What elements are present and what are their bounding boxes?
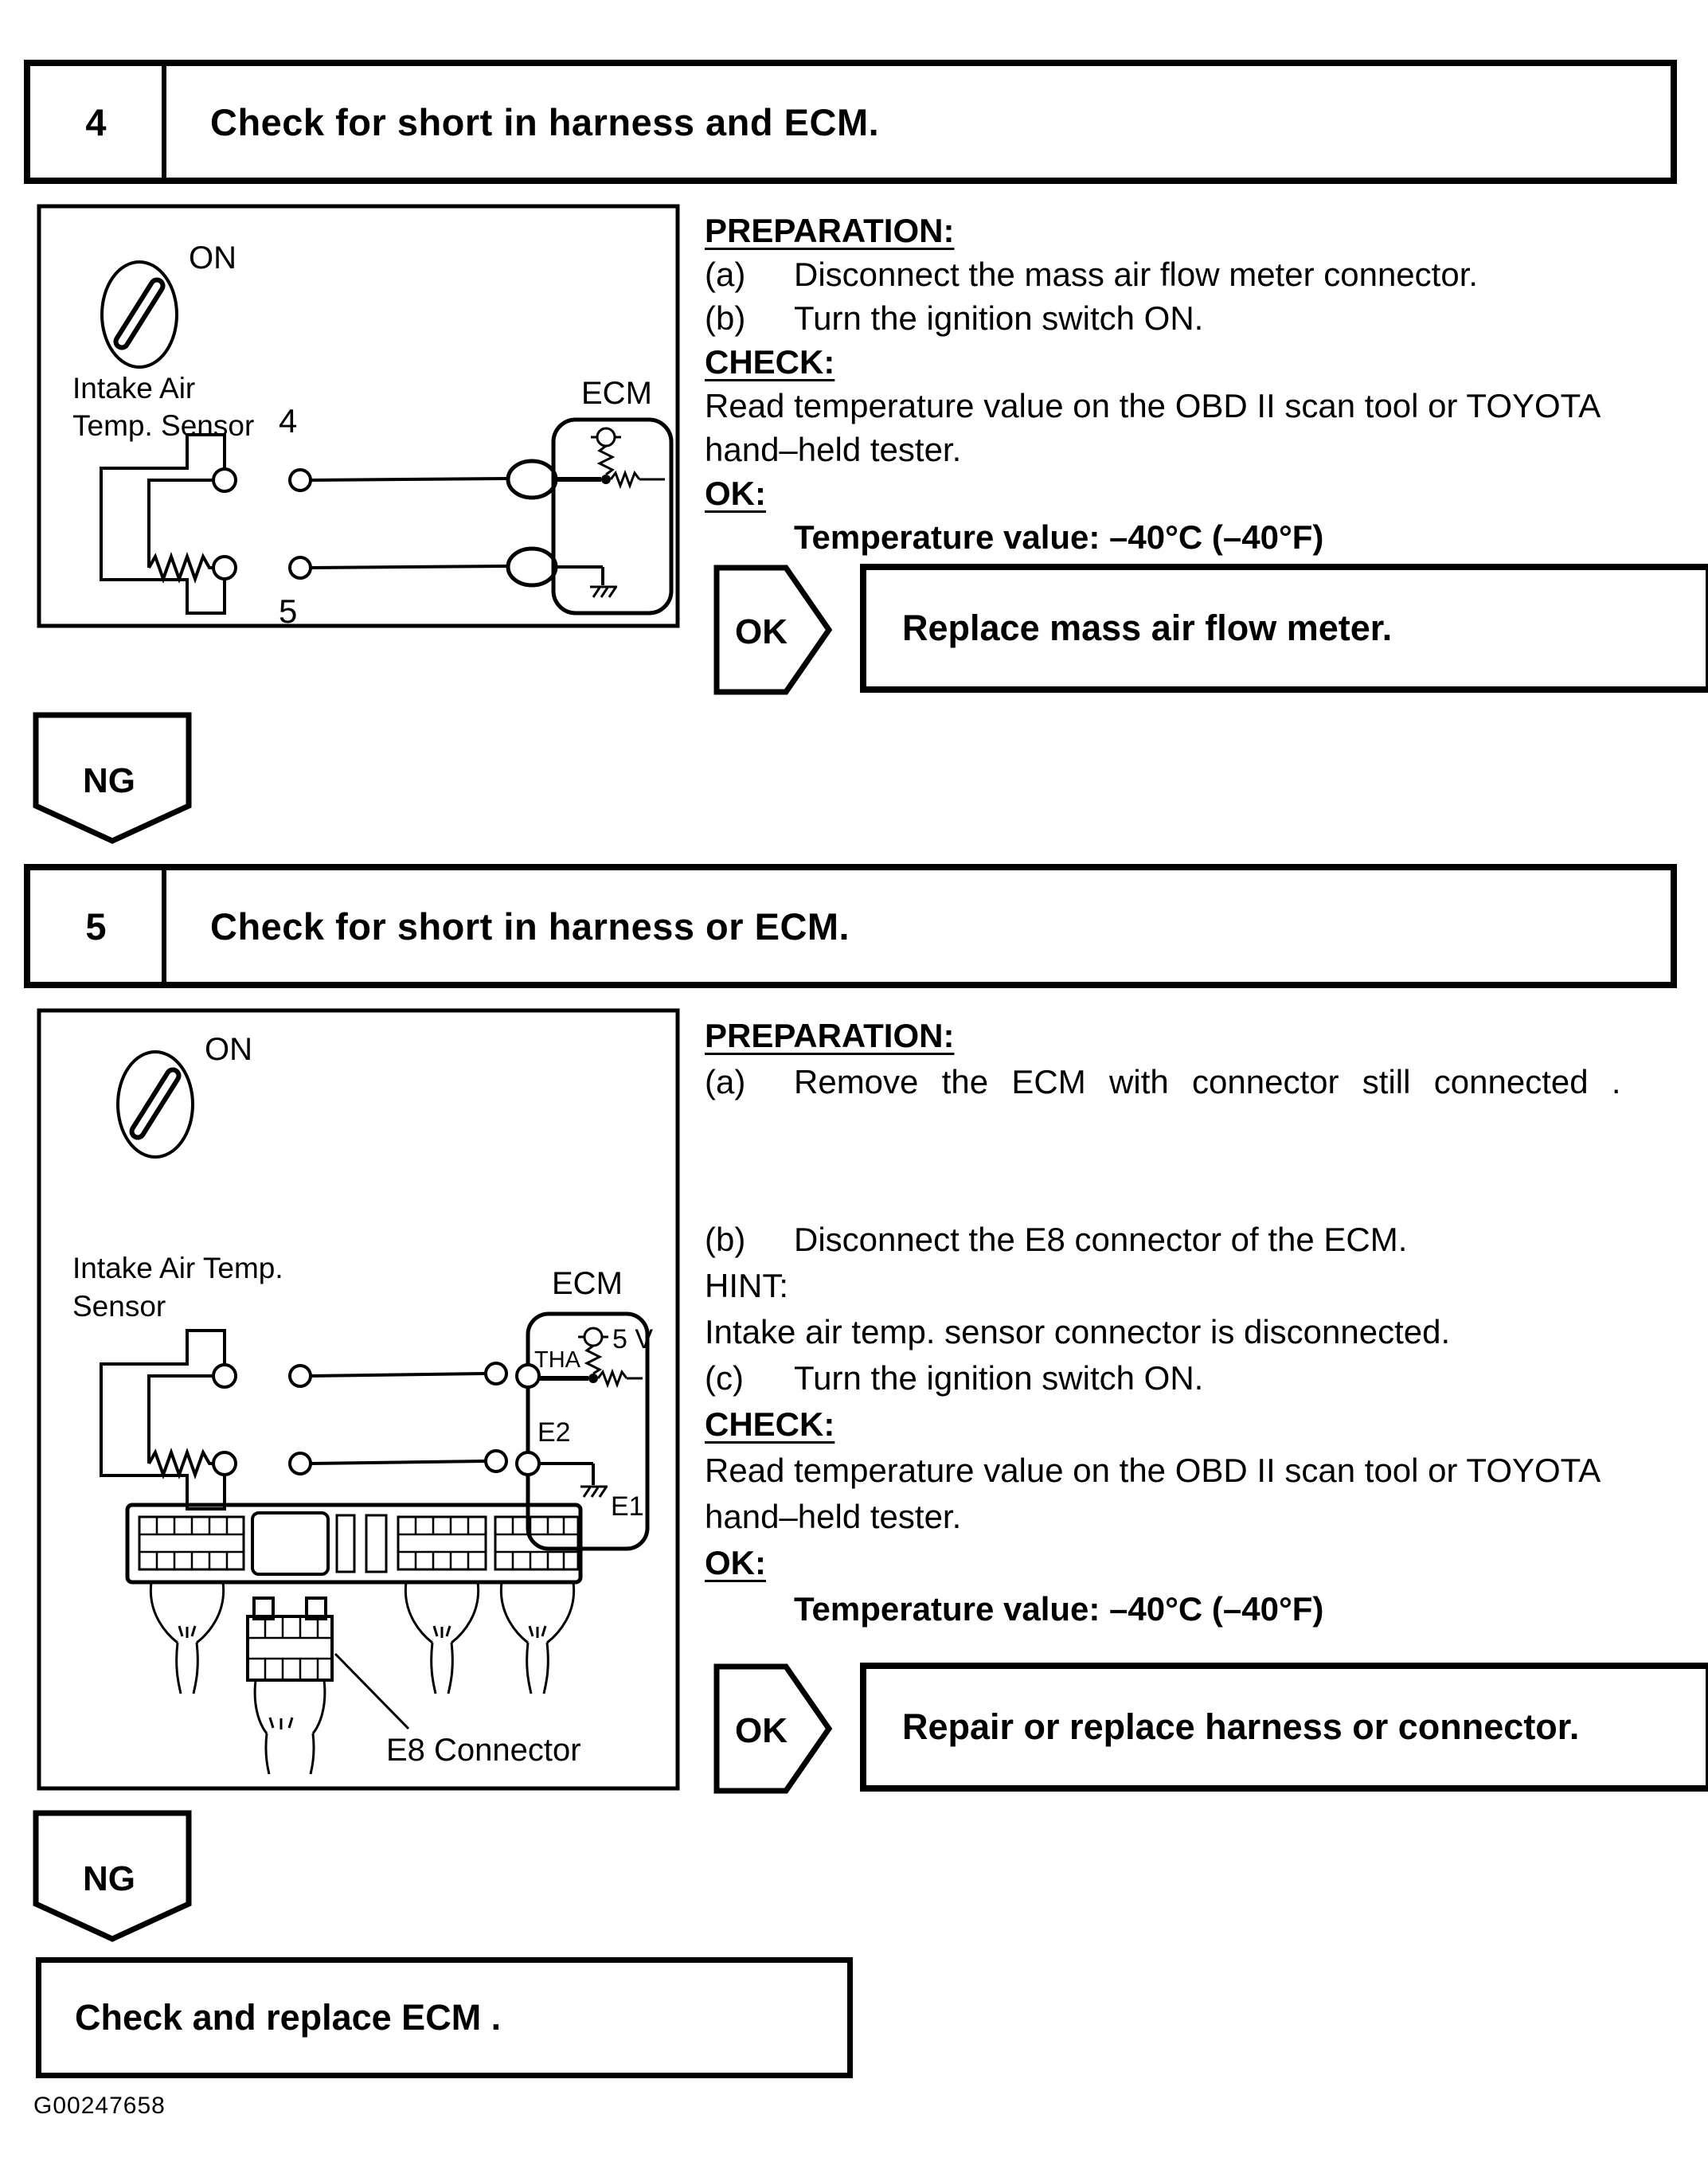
step4-instructions [705,209,1680,559]
ng-arrow-label: NG [83,1859,135,1898]
sensor-label-line1: Intake Air [72,372,196,405]
hint-heading: HINT: [705,1267,788,1304]
ok-spec-value: Temperature value: –40°C (–40°F) [794,1590,1324,1628]
prep-item-b [705,1217,1680,1263]
step5-ok-branch [713,1663,1708,1795]
intake-air-temp-sensor-symbol [101,1331,236,1509]
e2-label: E2 [537,1417,571,1448]
ng-arrow-label: NG [83,761,135,800]
e8-connector-sketch [248,1598,332,1774]
step5-circuit-diagram [36,1007,681,1792]
preparation-heading: PREPARATION: [705,1017,955,1054]
item-text: Disconnect the E8 connector of the ECM. [794,1221,1408,1258]
check-text: Read temperature value on the OBD II scan tool or TOYOTA hand–held tester. [705,1452,1599,1535]
check-heading: CHECK: [705,1405,835,1443]
pin-grid-right-a [398,1517,486,1569]
step4-ok-branch [713,564,1708,696]
ok-pointer-label: OK [735,612,788,651]
ok-pointer-shape [713,1663,840,1795]
item-marker: (a) [705,256,746,293]
ground-icon [590,587,617,597]
step4-number: 4 [30,66,166,178]
step5-ng-arrow [32,1809,193,1943]
ecm-connector-drawing [127,1505,581,1774]
ignition-on-label: ON [205,1032,252,1067]
narrow-block-1 [337,1515,354,1572]
pin5-label: 5 [279,592,298,629]
sensor-label-line1: Intake Air Temp. [72,1252,283,1284]
tha-label: THA [534,1347,580,1373]
item-marker: (a) [705,1063,746,1100]
ok-heading: OK: [705,475,766,512]
sensor-label-line2: Sensor [72,1290,166,1323]
item-text: Remove the ECM with connector still connected . [794,1063,1621,1100]
item-text: Turn the ignition switch ON. [794,1359,1204,1397]
step4-title: Check for short in harness and ECM. [210,100,880,143]
ecm-symbol [553,420,671,613]
step5-title: Check for short in harness or ECM. [210,905,850,948]
item-text: Turn the ignition switch ON. [794,299,1204,337]
hint-text: Intake air temp. sensor connector is disconnected. [705,1313,1451,1350]
step5-result-box: Repair or replace harness or connector. [860,1663,1708,1792]
e8-leader-line [335,1654,408,1729]
ignition-switch-icon [102,262,177,367]
prep-item-c [705,1355,1680,1401]
ok-spec-value: Temperature value: –40°C (–40°F) [794,518,1324,556]
step4-header [24,60,1677,184]
ok-pointer-shape [713,564,840,696]
item-marker: (b) [705,1221,746,1258]
ignition-on-label: ON [189,240,236,276]
prep-item-a [705,1059,1680,1105]
preparation-heading: PREPARATION: [705,212,955,249]
ok-heading: OK: [705,1544,766,1581]
prep-item-a [705,252,1680,296]
e8-connector-label: E8 Connector [386,1733,581,1768]
step4-circuit-diagram [36,203,681,629]
center-block [252,1513,328,1574]
sensor-label-line2: Temp. Sensor [72,409,255,442]
harness-wires [290,1363,506,1474]
step5-header [24,864,1677,988]
step4-circuit-svg [36,203,681,629]
step4-ng-arrow [32,711,193,845]
harness-wires [290,461,556,585]
prep-item-b [705,296,1680,340]
ecm-label: ECM [581,376,652,411]
item-text: Disconnect the mass air flow meter connector. [794,256,1479,293]
check-heading: CHECK: [705,343,835,381]
wire-harness-sketch [150,1582,573,1694]
step5-instructions [705,1013,1680,1632]
ground-icon [580,1487,608,1497]
e1-label: E1 [611,1491,644,1522]
check-text: Read temperature value on the OBD II scan tool or TOYOTA hand–held tester. [705,387,1599,468]
figure-code: G00247658 [33,2093,166,2119]
item-marker: (c) [705,1359,744,1397]
ecm-label: ECM [552,1266,623,1301]
ignition-switch-icon [118,1052,193,1157]
final-action-box: Check and replace ECM . [36,1957,853,2078]
5v-label: 5 V [612,1324,654,1354]
pin4-label: 4 [279,402,298,440]
step5-circuit-svg [36,1007,681,1792]
intake-air-temp-sensor-symbol [101,435,236,613]
ok-pointer-label: OK [735,1711,788,1750]
step4-result-box: Replace mass air flow meter. [860,564,1708,693]
pin-grid-left [139,1517,244,1569]
item-marker: (b) [705,299,746,337]
narrow-block-2 [366,1515,386,1572]
step5-number: 5 [30,870,166,982]
